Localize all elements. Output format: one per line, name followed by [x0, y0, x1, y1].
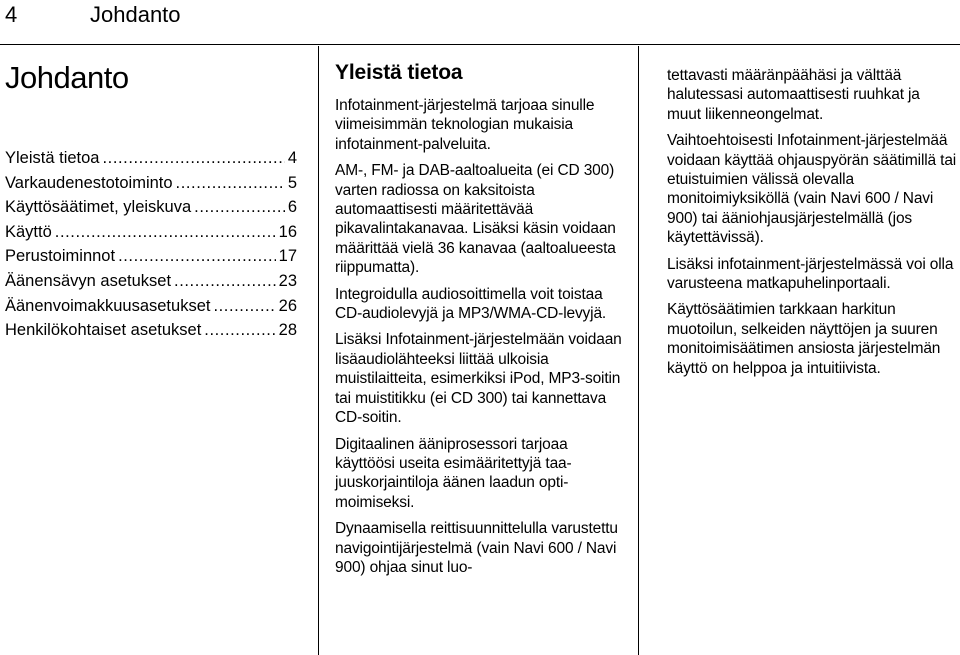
toc-entry-label: Varkaudenestotoiminto — [5, 173, 173, 192]
toc-leader-dots — [176, 171, 285, 196]
toc-entry-label: Äänenvoimakkuusasetukset — [5, 296, 211, 315]
toc-leader-dots — [204, 318, 275, 343]
column-divider — [318, 46, 319, 655]
text-column-right — [667, 66, 957, 385]
page-header — [0, 0, 960, 46]
toc-leader-dots — [194, 195, 285, 220]
toc-entry-page: 23 — [278, 271, 297, 290]
running-chapter-title: Johdanto — [90, 2, 181, 27]
toc-entry-page: 5 — [287, 173, 297, 192]
toc-entry[interactable] — [5, 146, 297, 171]
text-column-middle — [335, 60, 625, 584]
toc-leader-dots — [55, 220, 276, 245]
toc-leader-dots — [102, 146, 284, 171]
body-paragraph: Digitaalinen ääniprosessori tarjoaa käyttöösi useita esimääritettyjä taajuuskorjaintiloja äänen laadun optimoimiseksi. — [335, 435, 572, 511]
toc-entry[interactable] — [5, 269, 297, 294]
toc-entry[interactable] — [5, 195, 297, 220]
body-paragraph: tettavasti määränpäähäsi ja välttää halutessasi automaattisesti ruuhkat ja muut liikenneongelmat. — [667, 67, 920, 123]
toc-entry[interactable] — [5, 294, 297, 319]
toc-entry-label: Henkilökohtaiset asetukset — [5, 321, 202, 340]
body-paragraph: Infotainment-järjestelmä tarjoaa sinulle viimeisimmän teknologian mukaisia infotainment-palveluita. — [335, 97, 595, 153]
toc-leader-dots — [213, 294, 275, 319]
toc-entry-page: 4 — [287, 149, 297, 167]
toc-entry[interactable] — [5, 318, 297, 343]
body-paragraph: Lisäksi Infotainment-järjestelmään voidaan lisäaudiolähteeksi liittää ulkoisia muistilaitteita, esimerkiksi iPod, MP3-soitin tai muistitikku (ei CD 300) tai kannettava CD-soitin. — [335, 331, 622, 427]
toc-leader-dots — [174, 269, 276, 294]
toc-entry[interactable] — [5, 244, 297, 269]
toc-entry-page: 17 — [278, 247, 297, 266]
toc-entry-page: 26 — [278, 296, 297, 315]
toc-leader-dots — [118, 244, 276, 269]
toc-entry-page: 6 — [287, 198, 297, 217]
chapter-title: Johdanto — [5, 60, 129, 95]
column-divider — [638, 46, 639, 655]
toc-entry-page: 28 — [278, 321, 297, 340]
toc-entry-label: Yleistä tietoa — [5, 149, 100, 167]
body-paragraph: Lisäksi infotainment-järjestelmässä voi olla varusteena matkapuhelinportaali. — [667, 255, 954, 293]
body-paragraph: Integroidulla audiosoittimella voit toistaa CD-audiolevyjä ja MP3/WMA-CD-levyjä. — [335, 285, 607, 323]
toc-entry-label: Äänensävyn asetukset — [5, 271, 172, 290]
toc-entry[interactable] — [5, 171, 297, 196]
toc-entry-label: Perustoiminnot — [5, 247, 116, 266]
body-paragraph: Vaihtoehtoisesti Infotainment-järjestelmää voidaan käyttää ohjauspyörän säätimillä tai etuistuimien välissä olevalla monitoimiyksiköllä (vain Navi 600 / Navi 900) tai ääniohjausjärjestelmällä (jos käytettävissä). — [667, 132, 957, 247]
body-paragraph: Dynaamisella reittisuunnittelulla varustettu navigointijärjestelmä (vain Navi 600 / Navi 900) ohjaa sinut luo- — [335, 520, 618, 576]
toc-entry-label: Käyttö — [5, 222, 52, 241]
header-rule — [0, 44, 960, 45]
page-number: 4 — [5, 2, 18, 27]
toc-entry-label: Käyttösäätimet, yleiskuva — [5, 198, 192, 217]
toc-entry[interactable] — [5, 220, 297, 245]
section-heading: Yleistä tietoa — [335, 61, 463, 84]
body-paragraph: AM-, FM- ja DAB-aaltoalueita (ei CD 300) varten radiossa on kaksitoista automaattisesti määritettävää pikavalintakanavaa. Lisäksi käsin voidaan määrittää vielä 36 kanavaa (aaltoalueesta riippumatta). — [335, 162, 616, 277]
table-of-contents — [5, 146, 297, 343]
body-paragraph: Käyttösäätimien tarkkaan harkitun muotoilun, selkeiden näyttöjen ja suuren monitoimisäätimen ansiosta järjestelmän käyttö on helppoa ja intuitiivista. — [667, 301, 941, 377]
toc-entry-page: 16 — [278, 222, 297, 241]
